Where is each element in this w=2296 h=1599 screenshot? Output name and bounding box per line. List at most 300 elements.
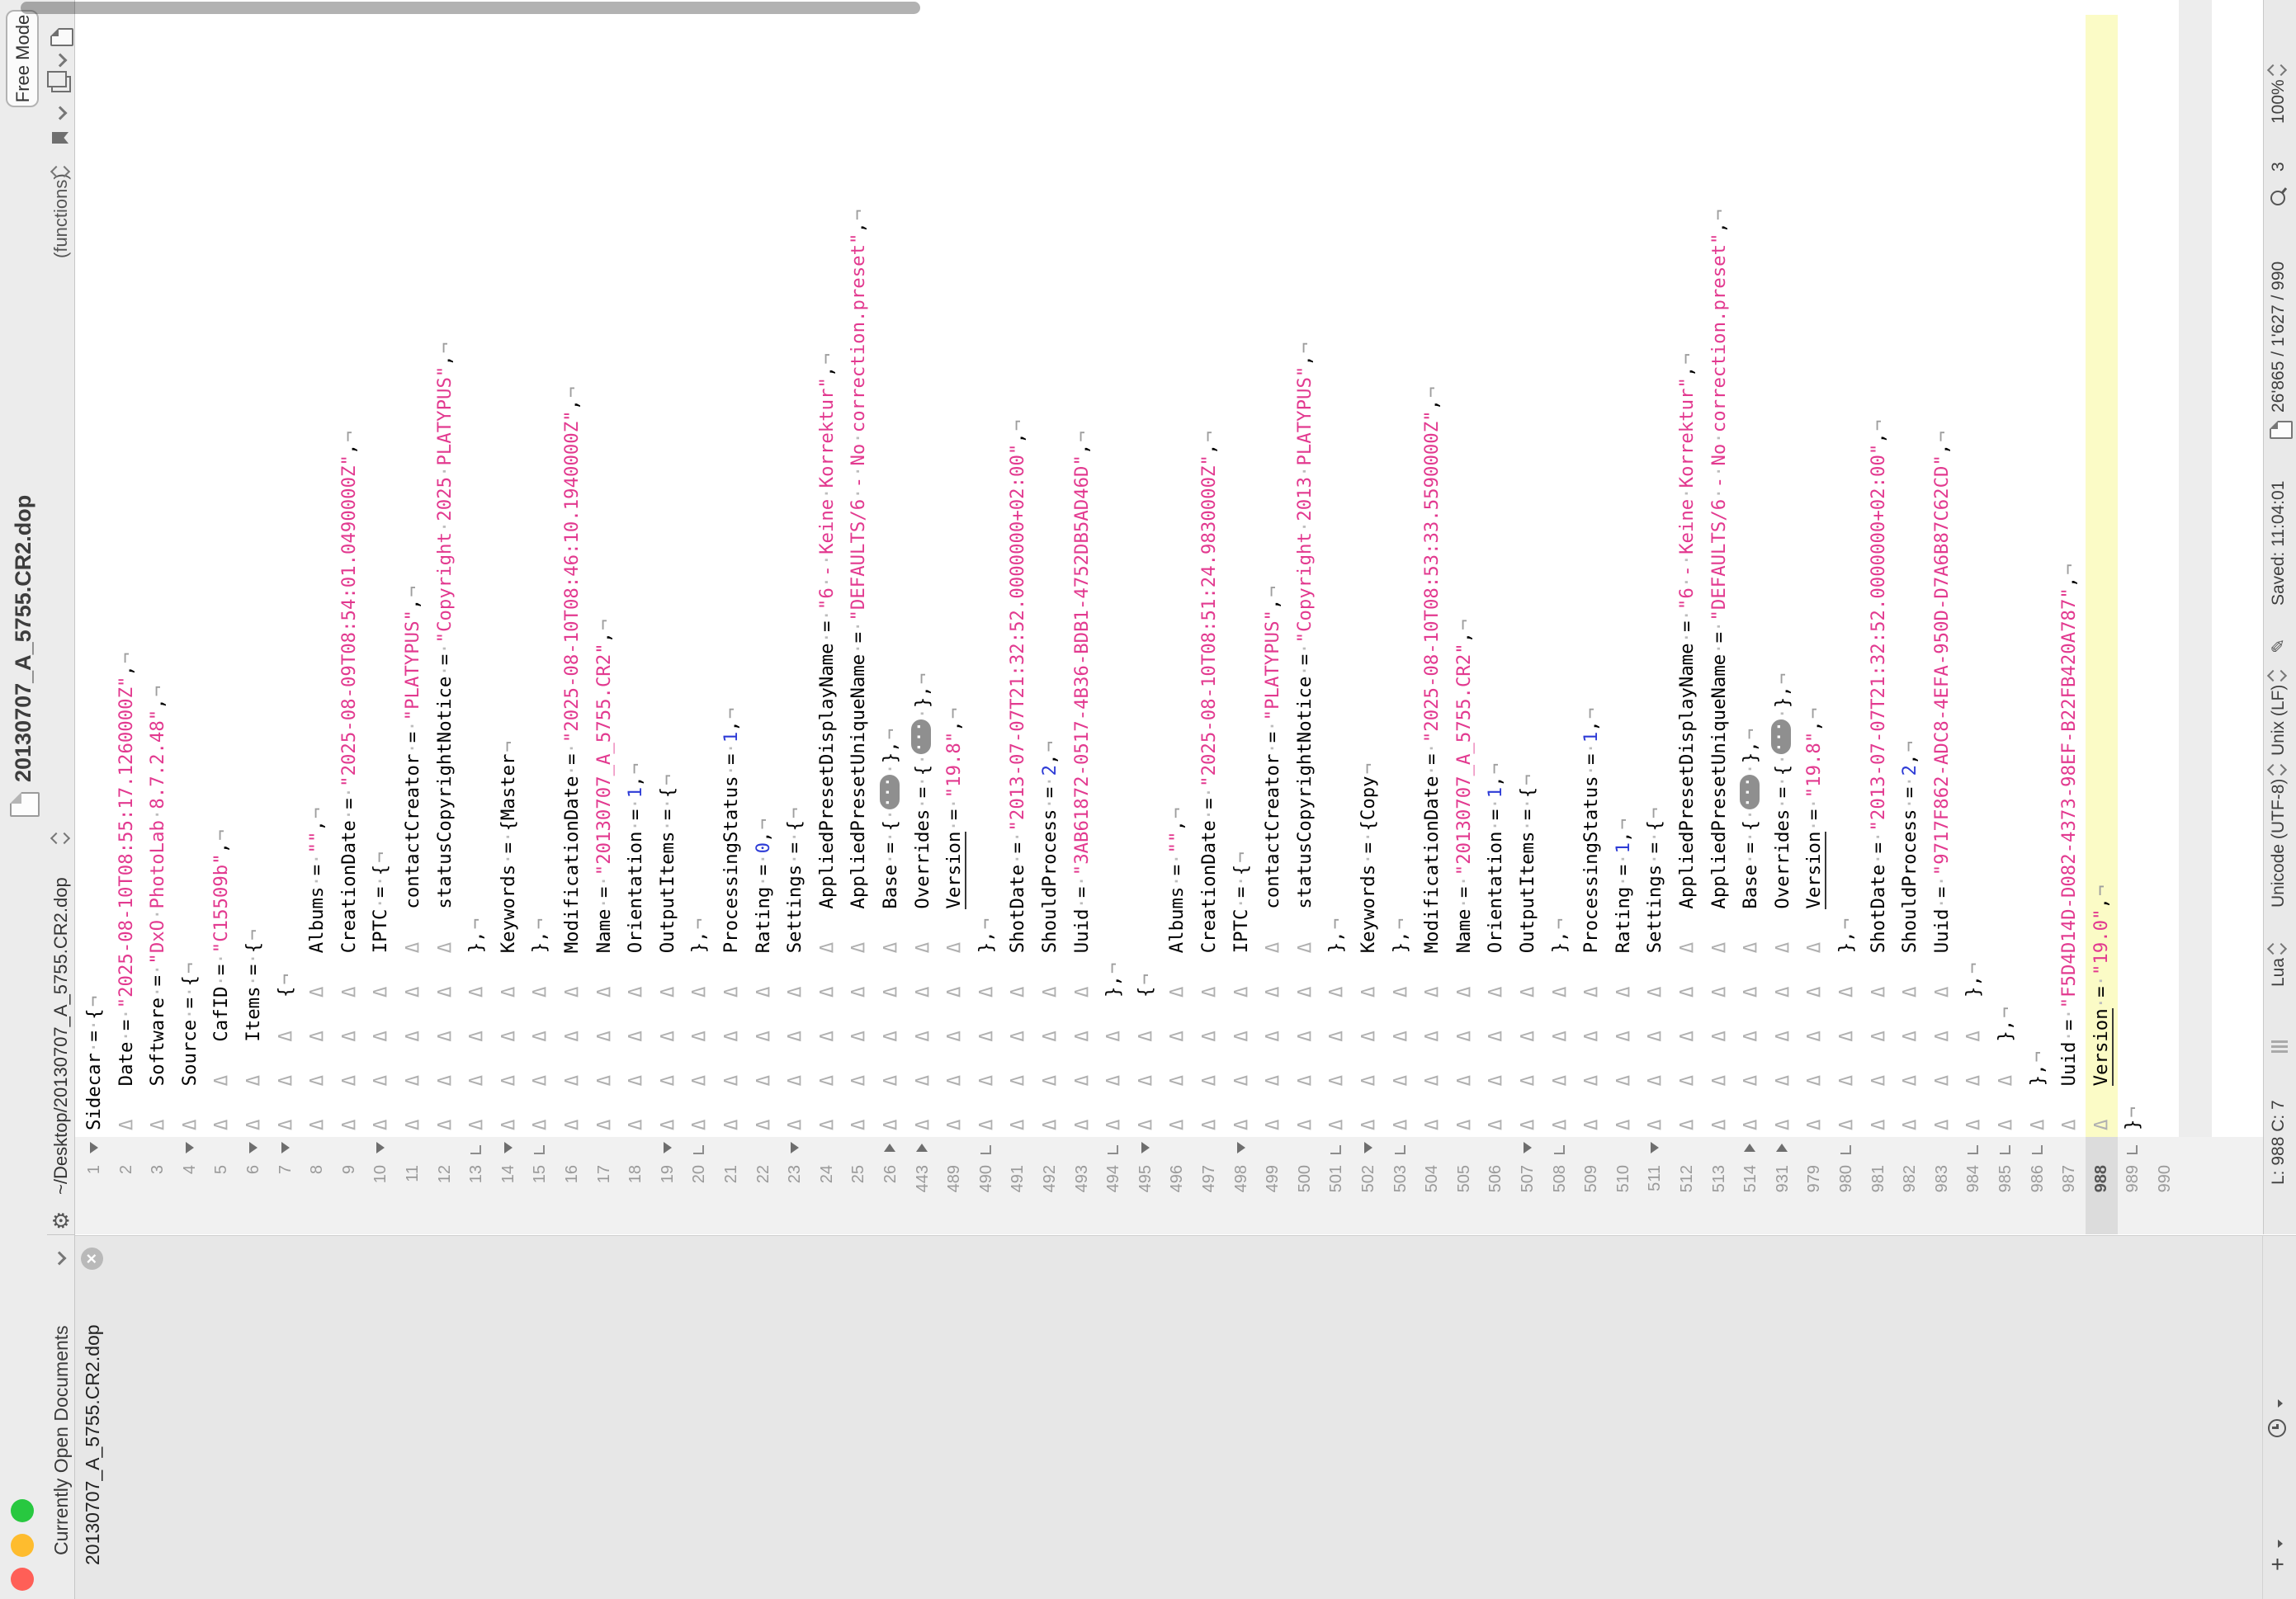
line-break-invisible: ¬ xyxy=(1676,353,1698,365)
recent-documents-clock-icon[interactable] xyxy=(2268,1419,2286,1437)
gutter-row-987[interactable] xyxy=(2053,1137,2086,1234)
gutter-row-490[interactable] xyxy=(971,1137,1003,1234)
code-line-21[interactable]: ΔΔΔΔProcessingStatus·=·1,¬ xyxy=(716,8,748,1137)
line-number[interactable]: 20 xyxy=(690,1165,709,1184)
line-number[interactable]: 1 xyxy=(85,1165,103,1175)
code-line-986[interactable]: Δ},¬ xyxy=(2022,8,2054,1137)
gutter-row-13[interactable] xyxy=(461,1137,493,1234)
code-line-12[interactable]: ΔΔΔΔΔstatusCopyrightNotice·=·"Copyright·2025·PLATYPUS",¬ xyxy=(429,8,461,1137)
tab-invisible: Δ xyxy=(561,986,583,998)
line-number[interactable]: 987 xyxy=(2060,1165,2079,1193)
popup-updown-icon[interactable] xyxy=(50,166,70,177)
gutter-row-507[interactable] xyxy=(1512,1137,1544,1234)
fold-end-icon xyxy=(1330,1145,1341,1154)
sidebar-item[interactable] xyxy=(77,1235,108,1599)
gutter-row-983[interactable] xyxy=(1926,1137,1958,1234)
line-number[interactable]: 988 xyxy=(2091,1165,2110,1193)
code-line-498[interactable]: ΔΔΔΔIPTC·=·{¬ xyxy=(1226,8,1258,1137)
document-proxy-icon[interactable] xyxy=(10,792,40,817)
code-line-1[interactable]: Sidecar·=·{¬ xyxy=(83,995,105,1130)
code-line-10[interactable]: ΔΔΔΔIPTC·=·{¬ xyxy=(365,8,397,1137)
line-number[interactable]: 509 xyxy=(1582,1165,1601,1193)
code-line-489[interactable]: ΔΔΔΔΔVersion·=·"19.8",¬ xyxy=(938,8,971,1137)
line-number[interactable]: 495 xyxy=(1136,1165,1155,1193)
gutter-row-5[interactable] xyxy=(206,1137,238,1234)
code-line-19[interactable]: ΔΔΔΔOutputItems·=·{¬ xyxy=(652,8,684,1137)
encoding-popup[interactable]: Unicode (UTF-8) xyxy=(2269,764,2289,908)
code-line-495[interactable]: ΔΔΔ{¬ xyxy=(1130,8,1162,1137)
gutter-row-494[interactable] xyxy=(1098,1137,1130,1234)
gutter-row-986[interactable] xyxy=(2022,1137,2054,1234)
fold-toggle-icon[interactable] xyxy=(504,1142,513,1153)
gutter-row-26[interactable] xyxy=(875,1137,907,1234)
document-icon[interactable] xyxy=(50,28,73,46)
code-line-20[interactable]: ΔΔΔΔ},¬ xyxy=(683,8,716,1137)
line-number[interactable]: 18 xyxy=(626,1165,645,1184)
line-number[interactable]: 514 xyxy=(1741,1165,1760,1193)
line-break-invisible: ¬ xyxy=(2090,884,2112,897)
code-line-931[interactable]: ΔΔΔΔΔOverrides·=·{· ··· ·},¬ xyxy=(1767,8,1799,1137)
fold-toggle-icon[interactable] xyxy=(1364,1142,1372,1153)
tab-invisible: Δ xyxy=(1166,1119,1188,1130)
code-line-494[interactable]: ΔΔΔ},¬ xyxy=(1098,8,1130,1137)
code-line-508[interactable]: ΔΔΔΔ},¬ xyxy=(1544,8,1576,1137)
close-document-icon[interactable]: ✕ xyxy=(81,1248,103,1270)
tab-invisible: Δ xyxy=(1708,1119,1730,1130)
line-number[interactable]: 986 xyxy=(2028,1165,2047,1193)
code-line-15[interactable]: ΔΔΔΔ},¬ xyxy=(524,8,556,1137)
line-number[interactable]: 3 xyxy=(149,1165,168,1175)
related-documents-icon[interactable] xyxy=(51,76,71,92)
line-number[interactable]: 10 xyxy=(371,1165,390,1184)
gutter-row-497[interactable] xyxy=(1193,1137,1226,1234)
fold-toggle-icon[interactable] xyxy=(281,1142,290,1153)
line-ending-popup[interactable]: Unix (LF) xyxy=(2269,670,2289,756)
code-line-497[interactable]: ΔΔΔΔCreationDate·=·"2025-08-10T08:51:24.9830000Z",¬ xyxy=(1193,8,1226,1137)
code-line-14[interactable]: ΔΔΔΔKeywords·=·{Master¬ xyxy=(493,8,525,1137)
code-line-2[interactable]: ΔDate·=·"2025-08-10T08:55:17.1260000Z",¬ xyxy=(111,8,143,1137)
gutter-row-2[interactable] xyxy=(111,1137,143,1234)
gutter-row-15[interactable] xyxy=(524,1137,556,1234)
code-line-990[interactable] xyxy=(2149,8,2181,1137)
code-line-504[interactable]: ΔΔΔΔModificationDate·=·"2025-08-10T08:53:33.5590000Z",¬ xyxy=(1416,8,1448,1137)
collapsed-fold-badge[interactable]: ··· xyxy=(1740,775,1760,809)
gutter-row-443[interactable] xyxy=(907,1137,939,1234)
gutter-row-508[interactable] xyxy=(1544,1137,1576,1234)
fold-toggle-icon[interactable] xyxy=(884,1144,895,1152)
line-number[interactable]: 15 xyxy=(531,1165,550,1184)
tab-invisible: Δ xyxy=(848,1074,870,1087)
code-line-512[interactable]: ΔΔΔΔΔAppliedPresetDisplayName·=·"6·-·Keine·Korrektur",¬ xyxy=(1671,8,1703,1137)
tab-invisible: Δ xyxy=(1134,1119,1156,1130)
gutter-row-7[interactable] xyxy=(270,1137,302,1234)
line-number[interactable]: 497 xyxy=(1200,1165,1218,1193)
gutter-row-502[interactable] xyxy=(1353,1137,1385,1234)
line-number[interactable]: 24 xyxy=(817,1165,836,1184)
code-line-983[interactable]: ΔΔΔΔUuid·=·"9717F862-ADC8-4EFA-950D-D7A6B87C62CD",¬ xyxy=(1926,8,1958,1137)
tab-invisible: Δ xyxy=(1963,1031,1985,1042)
line-number[interactable]: 503 xyxy=(1391,1165,1410,1193)
code-line-510[interactable]: ΔΔΔΔRating·=·1,¬ xyxy=(1608,8,1640,1137)
tab-invisible: Δ xyxy=(370,986,392,998)
chevron-down-icon[interactable] xyxy=(53,54,64,66)
gutter-row-500[interactable] xyxy=(1289,1137,1321,1234)
line-break-invisible: ¬ xyxy=(1230,851,1252,863)
close-window-button[interactable] xyxy=(11,1568,34,1591)
tab-invisible: Δ xyxy=(338,1119,360,1130)
code-line-13[interactable]: ΔΔΔΔ},¬ xyxy=(461,8,493,1137)
fold-toggle-icon[interactable] xyxy=(1141,1142,1150,1153)
code-line-5[interactable]: ΔΔCafID·=·"C15509b",¬ xyxy=(206,8,238,1137)
gutter-row-510[interactable] xyxy=(1608,1137,1640,1234)
tab-invisible: Δ xyxy=(1453,1119,1475,1130)
gutter-row-18[interactable] xyxy=(620,1137,652,1234)
marker-icon[interactable] xyxy=(52,132,69,144)
line-break-invisible: ¬ xyxy=(1293,342,1316,354)
line-number[interactable]: 9 xyxy=(339,1165,358,1175)
tab-invisible: Δ xyxy=(1485,1031,1507,1042)
line-number[interactable]: 990 xyxy=(2156,1165,2174,1193)
code-line-18[interactable]: ΔΔΔΔOrientation·=·1,¬ xyxy=(620,8,652,1137)
grip-icon[interactable] xyxy=(2271,1040,2288,1053)
zoom-popup[interactable]: 100% xyxy=(2269,64,2289,124)
line-number[interactable]: 5 xyxy=(212,1165,231,1175)
gutter-row-11[interactable] xyxy=(397,1137,429,1234)
code-line-982[interactable]: ΔΔΔΔShouldProcess·=·2,¬ xyxy=(1894,8,1926,1137)
line-number[interactable]: 4 xyxy=(180,1165,199,1175)
code-line-988[interactable]: ΔVersion·=·"19.0",¬ xyxy=(2086,15,2118,1137)
tab-invisible: Δ xyxy=(1103,1119,1125,1130)
gutter-row-980[interactable] xyxy=(1831,1137,1863,1234)
line-number[interactable]: 513 xyxy=(1709,1165,1728,1193)
code-line-985[interactable]: ΔΔ},¬ xyxy=(1990,8,2022,1137)
code-line-16[interactable]: ΔΔΔΔModificationDate·=·"2025-08-10T08:46:10.1940000Z",¬ xyxy=(556,8,588,1137)
code-line-514[interactable]: ΔΔΔΔΔBase·=·{· ··· ·},¬ xyxy=(1735,8,1767,1137)
code-line-24[interactable]: ΔΔΔΔΔAppliedPresetDisplayName·=·"6·-·Keine·Korrektur",¬ xyxy=(811,8,843,1137)
code-line-6[interactable]: ΔΔItems·=·{¬ xyxy=(238,8,270,1137)
line-number[interactable]: 989 xyxy=(2124,1165,2142,1193)
line-number[interactable]: 23 xyxy=(786,1165,805,1184)
code-line-511[interactable]: ΔΔΔΔSettings·=·{¬ xyxy=(1639,8,1671,1137)
vertical-scrollbar-thumb[interactable] xyxy=(21,2,920,14)
fold-toggle-icon[interactable] xyxy=(1651,1142,1659,1153)
tab-invisible: Δ xyxy=(1548,1074,1571,1087)
line-number[interactable]: 490 xyxy=(976,1165,995,1193)
line-number[interactable]: 14 xyxy=(498,1165,517,1184)
gutter-row-10[interactable] xyxy=(365,1137,397,1234)
tab-invisible: Δ xyxy=(1134,1074,1156,1087)
gutter-row-16[interactable] xyxy=(556,1137,588,1234)
fold-toggle-icon[interactable] xyxy=(249,1142,257,1153)
popup-updown-icon[interactable] xyxy=(50,833,70,844)
search-icon[interactable] xyxy=(2270,191,2285,205)
gear-icon[interactable]: ⚙ xyxy=(49,1210,73,1230)
fold-toggle-icon[interactable] xyxy=(1744,1144,1755,1152)
code-line-23[interactable]: ΔΔΔΔSettings·=·{¬ xyxy=(779,8,811,1137)
line-number[interactable]: 493 xyxy=(1072,1165,1091,1193)
gutter-row-8[interactable] xyxy=(301,1137,333,1234)
chevron-down-icon[interactable] xyxy=(53,107,64,119)
language-popup[interactable]: Lua xyxy=(2269,943,2289,987)
line-number[interactable]: 16 xyxy=(563,1165,581,1184)
gutter-row-513[interactable] xyxy=(1703,1137,1736,1234)
gutter-row-23[interactable] xyxy=(779,1137,811,1234)
gutter-row-988[interactable] xyxy=(2086,1137,2118,1234)
tab-invisible: Δ xyxy=(975,1031,997,1042)
fold-toggle-icon[interactable] xyxy=(90,1142,98,1153)
line-number[interactable]: 6 xyxy=(244,1165,262,1175)
code-line-987[interactable]: ΔUuid·=·"F5D4D14D-D082-4373-98EF-B22FB420A787",¬ xyxy=(2053,8,2086,1137)
line-break-invisible: ¬ xyxy=(784,807,806,819)
line-number[interactable]: 17 xyxy=(594,1165,613,1184)
line-number[interactable]: 508 xyxy=(1550,1165,1569,1193)
gutter-row-509[interactable] xyxy=(1576,1137,1608,1234)
tab-invisible: Δ xyxy=(433,1031,456,1042)
code-editor[interactable] xyxy=(75,0,2263,1137)
code-line-443[interactable]: ΔΔΔΔΔOverrides·=·{· ··· ·},¬ xyxy=(907,8,939,1137)
line-number[interactable]: 22 xyxy=(754,1165,772,1184)
gutter-row-21[interactable] xyxy=(716,1137,748,1234)
code-line-980[interactable]: ΔΔΔΔ},¬ xyxy=(1831,8,1863,1137)
gutter-row-3[interactable] xyxy=(142,1137,174,1234)
gutter-row-514[interactable] xyxy=(1735,1137,1767,1234)
gutter-row-493[interactable] xyxy=(1066,1137,1098,1234)
code-line-7[interactable]: ΔΔΔ{¬ xyxy=(270,8,302,1137)
code-line-8[interactable]: ΔΔΔΔAlbums·=·"",¬ xyxy=(301,8,333,1137)
gutter-row-489[interactable] xyxy=(938,1137,971,1234)
tab-invisible: Δ xyxy=(497,1031,519,1042)
code-line-17[interactable]: ΔΔΔΔName·=·"20130707_A_5755.CR2",¬ xyxy=(588,8,621,1137)
code-line-984[interactable]: ΔΔΔ},¬ xyxy=(1958,8,1990,1137)
line-number[interactable]: 983 xyxy=(1932,1165,1951,1193)
line-number[interactable]: 8 xyxy=(308,1165,327,1175)
tab-invisible: Δ xyxy=(784,986,806,998)
line-number[interactable]: 500 xyxy=(1295,1165,1314,1193)
gutter-row-511[interactable] xyxy=(1639,1137,1671,1234)
gutter-row-25[interactable] xyxy=(843,1137,875,1234)
tab-invisible: Δ xyxy=(402,1074,423,1087)
line-number[interactable]: 489 xyxy=(945,1165,964,1193)
line-number[interactable]: 985 xyxy=(1996,1165,2015,1193)
gutter-row-990[interactable] xyxy=(2149,1137,2181,1234)
fold-toggle-icon[interactable] xyxy=(791,1142,799,1153)
code-line-25[interactable]: ΔΔΔΔΔAppliedPresetUniqueName·=·"DEFAULTS/6·-·No·correction.preset",¬ xyxy=(843,8,875,1137)
line-number[interactable]: 499 xyxy=(1264,1165,1283,1193)
tab-invisible: Δ xyxy=(1644,1119,1666,1130)
code-line-981[interactable]: ΔΔΔΔShotDate·=·"2013-07-07T21:32:52.0000000+02:00",¬ xyxy=(1863,8,1895,1137)
line-number[interactable]: 980 xyxy=(1837,1165,1855,1193)
dropdown-arrow-icon[interactable] xyxy=(2278,1540,2283,1548)
line-break-invisible: ¬ xyxy=(1771,672,1793,685)
fold-toggle-icon[interactable] xyxy=(186,1142,194,1153)
gutter-row-496[interactable] xyxy=(1161,1137,1193,1234)
collapsed-fold-badge[interactable]: ··· xyxy=(1771,719,1791,754)
code-line-500[interactable]: ΔΔΔΔΔstatusCopyrightNotice·=·"Copyright·2013·PLATYPUS",¬ xyxy=(1289,8,1321,1137)
code-line-11[interactable]: ΔΔΔΔΔcontactCreator·=·"PLATYPUS",¬ xyxy=(397,8,429,1137)
line-number[interactable]: 21 xyxy=(722,1165,740,1184)
line-number[interactable]: 504 xyxy=(1423,1165,1442,1193)
gutter-row-506[interactable] xyxy=(1480,1137,1512,1234)
gutter-row-984[interactable] xyxy=(1958,1137,1990,1234)
tab-invisible: Δ xyxy=(1708,1031,1730,1042)
gutter-row-503[interactable] xyxy=(1385,1137,1417,1234)
line-break-invisible: ¬ xyxy=(1389,917,1411,930)
code-line-513[interactable]: ΔΔΔΔΔAppliedPresetUniqueName·=·"DEFAULTS/6·-·No·correction.preset",¬ xyxy=(1703,8,1736,1137)
code-line-506[interactable]: ΔΔΔΔOrientation·=·1,¬ xyxy=(1480,8,1512,1137)
line-number[interactable]: 982 xyxy=(1901,1165,1920,1193)
code-line-22[interactable]: ΔΔΔΔRating·=·0,¬ xyxy=(748,8,780,1137)
code-line-496[interactable]: ΔΔΔΔAlbums·=·"",¬ xyxy=(1161,8,1193,1137)
line-number[interactable]: 507 xyxy=(1519,1165,1537,1193)
line-number[interactable]: 19 xyxy=(658,1165,677,1184)
gutter-row-9[interactable] xyxy=(333,1137,366,1234)
gutter-row-495[interactable] xyxy=(1130,1137,1162,1234)
line-number[interactable]: 13 xyxy=(467,1165,486,1184)
line-number[interactable]: 2 xyxy=(116,1165,135,1175)
line-number[interactable]: 7 xyxy=(276,1165,295,1175)
code-line-492[interactable]: ΔΔΔΔShouldProcess·=·2,¬ xyxy=(1034,8,1066,1137)
gutter-row-14[interactable] xyxy=(493,1137,525,1234)
line-number[interactable]: 12 xyxy=(435,1165,454,1184)
line-number[interactable]: 494 xyxy=(1104,1165,1123,1193)
file-path-popup[interactable]: ~/Desktop/20130707_A_5755.CR2.dop xyxy=(50,877,71,1195)
horizontal-scrollbar-track[interactable] xyxy=(2179,0,2212,1137)
fold-toggle-icon[interactable] xyxy=(1776,1144,1788,1152)
line-number[interactable]: 491 xyxy=(1009,1165,1028,1193)
line-break-invisible: ¬ xyxy=(210,829,233,841)
functions-popup[interactable]: (functions) xyxy=(50,173,71,258)
code-line-493[interactable]: ΔΔΔΔUuid·=·"3AB61872-0517-4B36-BDB1-4752DB5AD46D",¬ xyxy=(1066,8,1098,1137)
gutter-row-981[interactable] xyxy=(1863,1137,1895,1234)
line-number[interactable]: 510 xyxy=(1613,1165,1632,1193)
fold-end-icon xyxy=(470,1145,481,1154)
dropdown-arrow-icon[interactable] xyxy=(2278,1399,2283,1408)
gutter-row-20[interactable] xyxy=(683,1137,716,1234)
fold-toggle-icon[interactable] xyxy=(664,1142,672,1153)
code-line-26[interactable]: ΔΔΔΔΔBase·=·{· ··· ·},¬ xyxy=(875,8,907,1137)
line-break-invisible: ¬ xyxy=(1421,386,1443,398)
line-number[interactable]: 931 xyxy=(1773,1165,1792,1193)
line-break-invisible: ¬ xyxy=(274,974,296,985)
line-number[interactable]: 984 xyxy=(1964,1165,1983,1193)
code-line-9[interactable]: ΔΔΔΔCreationDate·=·"2025-08-09T08:54:01.0490000Z",¬ xyxy=(333,8,366,1137)
line-number[interactable]: 25 xyxy=(849,1165,868,1184)
line-number[interactable]: 502 xyxy=(1359,1165,1377,1193)
code-line-3[interactable]: ΔSoftware·=·"DxO·PhotoLab·8.7.2.48",¬ xyxy=(142,8,174,1137)
gutter-row-931[interactable] xyxy=(1767,1137,1799,1234)
tab-invisible: Δ xyxy=(1580,1119,1603,1130)
gutter-row-4[interactable] xyxy=(174,1137,206,1234)
tab-invisible: Δ xyxy=(1039,986,1061,998)
gutter-row-6[interactable] xyxy=(238,1137,270,1234)
tab-invisible: Δ xyxy=(1740,1119,1762,1130)
fold-toggle-icon[interactable] xyxy=(1524,1142,1532,1153)
tab-invisible: Δ xyxy=(1803,986,1826,998)
line-number[interactable]: 505 xyxy=(1454,1165,1473,1193)
line-number[interactable]: 512 xyxy=(1678,1165,1696,1193)
tab-invisible: Δ xyxy=(306,1031,328,1042)
gutter-row-982[interactable] xyxy=(1894,1137,1926,1234)
gutter-row-512[interactable] xyxy=(1671,1137,1703,1234)
line-number[interactable]: 26 xyxy=(881,1165,900,1184)
gutter-row-505[interactable] xyxy=(1448,1137,1481,1234)
line-break-invisible: ¬ xyxy=(497,741,519,752)
gutter-row-501[interactable] xyxy=(1320,1137,1353,1234)
gutter-row-17[interactable] xyxy=(588,1137,621,1234)
tab-invisible: Δ xyxy=(1007,1031,1029,1042)
gutter-row-19[interactable] xyxy=(652,1137,684,1234)
code-line-507[interactable]: ΔΔΔΔOutputItems·=·{¬ xyxy=(1512,8,1544,1137)
gutter-row-985[interactable] xyxy=(1990,1137,2022,1234)
line-number[interactable]: 511 xyxy=(1646,1165,1665,1191)
code-line-4[interactable]: ΔSource·=·{¬ xyxy=(174,8,206,1137)
gutter-row-492[interactable] xyxy=(1034,1137,1066,1234)
minimize-window-button[interactable] xyxy=(11,1534,34,1557)
fold-toggle-icon[interactable] xyxy=(1237,1142,1245,1153)
code-line-490[interactable]: ΔΔΔΔ},¬ xyxy=(971,8,1003,1137)
gutter-row-979[interactable] xyxy=(1798,1137,1831,1234)
collapsed-fold-badge[interactable]: ··· xyxy=(880,775,900,809)
line-number[interactable]: 979 xyxy=(1805,1165,1824,1193)
line-number[interactable]: 506 xyxy=(1486,1165,1505,1193)
gutter-row-491[interactable] xyxy=(1002,1137,1034,1234)
code-line-501[interactable]: ΔΔΔΔ},¬ xyxy=(1320,8,1353,1137)
collapsed-fold-badge[interactable]: ··· xyxy=(911,719,931,754)
gutter-row-989[interactable] xyxy=(2117,1137,2149,1234)
tab-invisible: Δ xyxy=(1262,1031,1284,1042)
tab-invisible: Δ xyxy=(1453,1074,1475,1087)
tab-invisible: Δ xyxy=(1039,1031,1061,1042)
line-number[interactable]: 496 xyxy=(1168,1165,1187,1193)
tab-invisible: Δ xyxy=(1676,1074,1698,1087)
line-number[interactable]: 11 xyxy=(404,1165,422,1182)
code-line-989[interactable]: }¬ xyxy=(2122,1106,2144,1130)
tab-invisible: Δ xyxy=(529,986,551,998)
zoom-window-button[interactable] xyxy=(11,1499,34,1522)
gutter-row-24[interactable] xyxy=(811,1137,843,1234)
gutter-row-12[interactable] xyxy=(429,1137,461,1234)
sidebar-disclosure-chevron-icon[interactable] xyxy=(52,1252,64,1264)
fold-toggle-icon[interactable] xyxy=(916,1144,928,1152)
gutter-row-22[interactable] xyxy=(748,1137,780,1234)
line-number[interactable]: 981 xyxy=(1868,1165,1887,1193)
gutter-row-498[interactable] xyxy=(1226,1137,1258,1234)
line-number[interactable]: 443 xyxy=(913,1165,932,1193)
line-number[interactable]: 492 xyxy=(1041,1165,1059,1193)
fold-end-icon xyxy=(1554,1145,1565,1154)
fold-toggle-icon[interactable] xyxy=(376,1142,385,1153)
code-line-505[interactable]: ΔΔΔΔName·=·"20130707_A_5755.CR2",¬ xyxy=(1448,8,1481,1137)
add-document-button[interactable]: + xyxy=(2265,1557,2290,1571)
gutter-row-1[interactable] xyxy=(78,1137,111,1234)
code-line-491[interactable]: ΔΔΔΔShotDate·=·"2013-07-07T21:32:52.0000000+02:00",¬ xyxy=(1002,8,1034,1137)
code-line-979[interactable]: ΔΔΔΔΔVersion·=·"19.8",¬ xyxy=(1798,8,1831,1137)
gutter-row-504[interactable] xyxy=(1416,1137,1448,1234)
tab-invisible: Δ xyxy=(752,986,774,998)
code-line-502[interactable]: ΔΔΔΔKeywords·=·{Copy¬ xyxy=(1353,8,1385,1137)
free-mode-badge[interactable]: Free Mode xyxy=(6,10,39,107)
line-number[interactable]: 501 xyxy=(1327,1165,1346,1193)
tab-invisible: Δ xyxy=(593,1074,615,1087)
code-line-509[interactable]: ΔΔΔΔProcessingStatus·=·1,¬ xyxy=(1576,8,1608,1137)
line-number[interactable]: 498 xyxy=(1231,1165,1250,1193)
code-line-503[interactable]: ΔΔΔΔ},¬ xyxy=(1385,8,1417,1137)
code-line-499[interactable]: ΔΔΔΔΔcontactCreator·=·"PLATYPUS",¬ xyxy=(1257,8,1289,1137)
tab-invisible: Δ xyxy=(1771,1119,1793,1130)
gutter-row-499[interactable] xyxy=(1257,1137,1289,1234)
tab-invisible: Δ xyxy=(1612,1074,1634,1087)
tab-invisible: Δ xyxy=(1676,986,1698,998)
